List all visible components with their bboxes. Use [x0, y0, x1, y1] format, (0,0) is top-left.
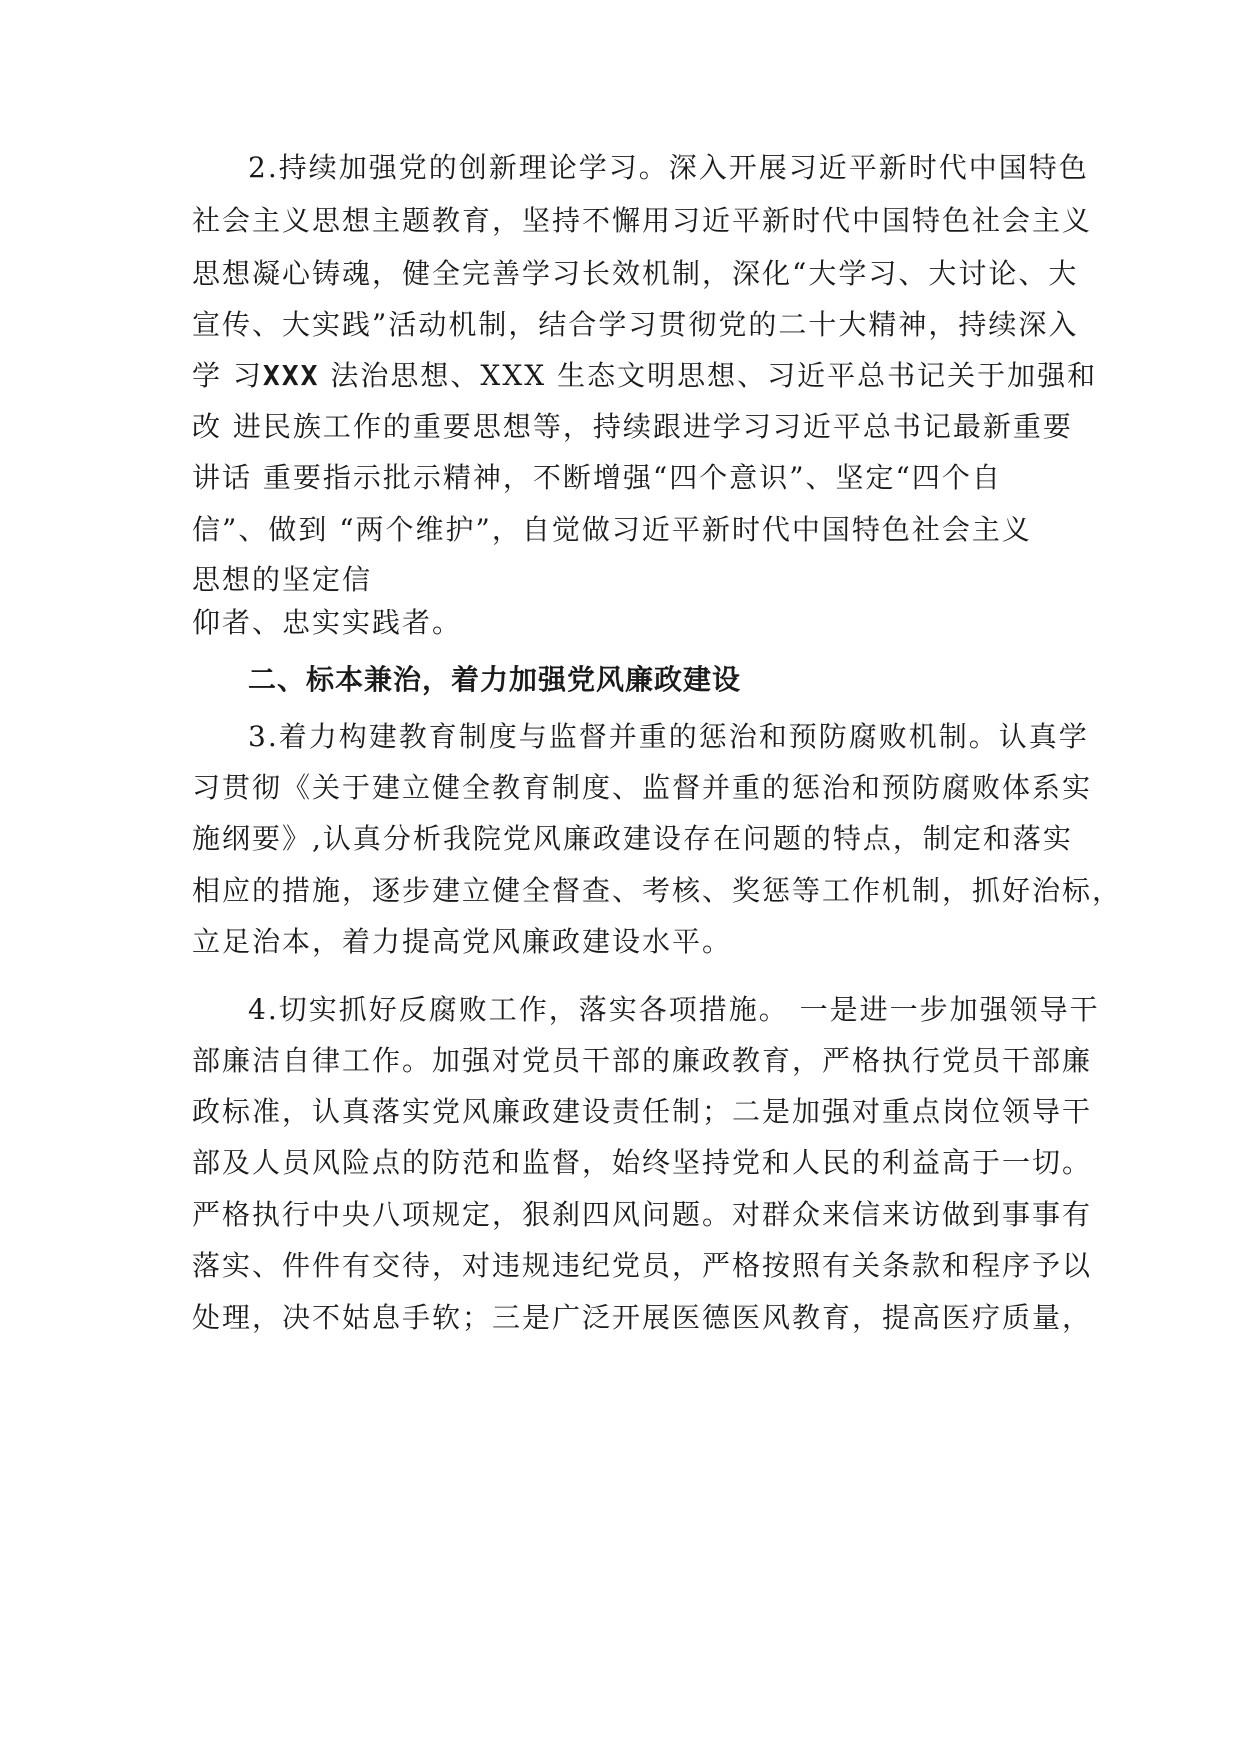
paragraph-3-line-2: 习贯彻《关于建立健全教育制度、监督并重的惩治和预防腐败体系实	[192, 771, 1093, 804]
paragraph-2-line-10: 仰者、忠实实践者。	[192, 606, 463, 639]
paragraph-2-line-1: 2.持续加强党的创新理论学习。深入开展习近平新时代中国特色	[248, 151, 1089, 184]
paragraph-2-line-8: 信”、做到 “两个维护”，自觉做习近平新时代中国特色社会主义	[192, 513, 1032, 546]
paragraph-2-line-7: 讲话 重要指示批示精神，不断增强“四个意识”、坚定“四个自	[192, 461, 1002, 494]
paragraph-2-line-9: 思想的坚定信	[192, 563, 373, 596]
paragraph-3-line-3: 施纲要》,认真分析我院党风廉政建设存在问题的特点，制定和落实	[192, 822, 1073, 855]
paragraph-4-line-6: 落实、件件有交待，对违规违纪党员，严格按照有关条款和程序予以	[192, 1249, 1093, 1282]
paragraph-3-line-4: 相应的措施，逐步建立健全督查、考核、奖惩等工作机制，抓好治标，	[192, 874, 1123, 907]
paragraph-4-line-7: 处理，决不姑息手软；三是广泛开展医德医风教育，提高医疗质量，	[192, 1301, 1093, 1334]
paragraph-2-line-5: 学 习XXX 法治思想、XXX 生态文明思想、习近平总书记关于加强和	[192, 359, 1098, 392]
paragraph-3-line-5: 立足治本，着力提高党风廉政建设水平。	[192, 925, 733, 958]
paragraph-4-line-5: 严格执行中央八项规定，狠刹四风问题。对群众来信来访做到事事有	[192, 1198, 1093, 1231]
paragraph-3-line-1: 3.着力构建教育制度与监督并重的惩治和预防腐败机制。认真学	[248, 720, 1089, 753]
paragraph-2-line-2: 社会主义思想主题教育，坚持不懈用习近平新时代中国特色社会主义	[192, 204, 1093, 237]
paragraph-2-line-6: 改 进民族工作的重要思想等，持续跟进学习习近平总书记最新重要	[192, 410, 1073, 443]
paragraph-4-line-1: 4.切实抓好反腐败工作，落实各项措施。 一是进一步加强领导干	[248, 993, 1100, 1026]
section-heading: 二、标本兼治，着力加强党风廉政建设	[248, 663, 742, 696]
paragraph-4-line-4: 部及人员风险点的防范和监督，始终坚持党和人民的利益高于一切。	[192, 1146, 1093, 1179]
paragraph-2-line-3: 思想凝心铸魂，健全完善学习长效机制，深化“大学习、大讨论、大	[192, 257, 1079, 290]
paragraph-4-line-2: 部廉洁自律工作。加强对党员干部的廉政教育，严格执行党员干部廉	[192, 1044, 1093, 1077]
paragraph-4-line-3: 政标准，认真落实党风廉政建设责任制；二是加强对重点岗位领导干	[192, 1095, 1093, 1128]
paragraph-2-line-4: 宣传、大实践”活动机制，结合学习贯彻党的二十大精神，持续深入	[192, 308, 1079, 341]
